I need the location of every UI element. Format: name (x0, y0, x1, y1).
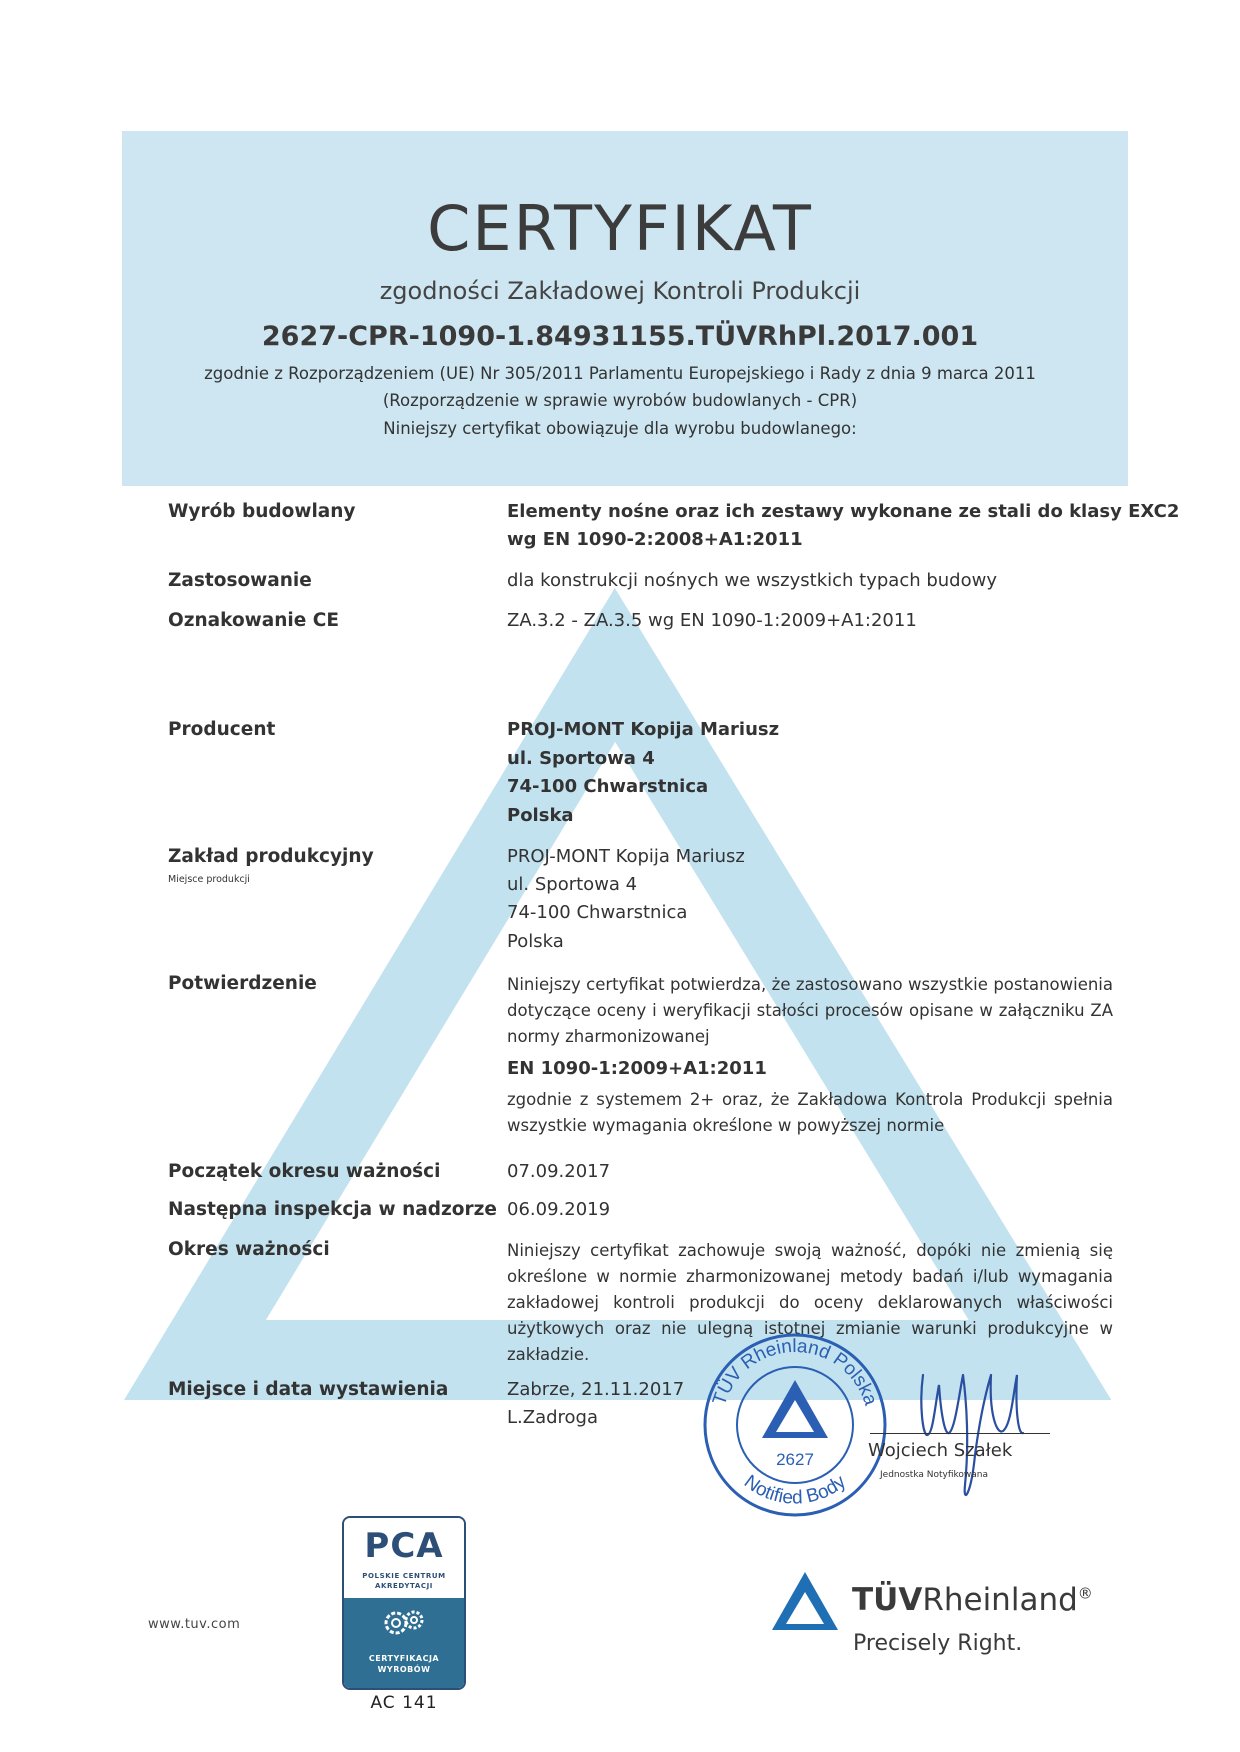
validity-period-label: Okres ważności (168, 1239, 330, 1260)
confirmation-label: Potwierdzenie (168, 973, 317, 994)
plant-line: 74-100 Chwarstnica (507, 902, 688, 923)
signer-name: Wojciech Szałek (868, 1440, 1013, 1461)
gears-icon (380, 1606, 428, 1640)
certificate-title: CERTYFIKAT (427, 192, 813, 265)
producer-line: 74-100 Chwarstnica (507, 776, 709, 797)
pca-certification-text: CERTYFIKACJA (368, 1654, 440, 1663)
stamp-bottom-text: Notified Body (740, 1471, 850, 1509)
notified-body-stamp (700, 1330, 890, 1520)
next-inspection-value: 06.09.2019 (507, 1199, 611, 1220)
ce-marking-value: ZA.3.2 - ZA.3.5 wg EN 1090-1:2009+A1:2011 (507, 610, 917, 631)
confirmation-text: Niniejszy certyfikat potwierdza, że zastosowano wszystkie postanowienia dotyczące oceny i weryfikacji stałości procesów opisane w załączniku ZA normy zharmonizowanej (507, 975, 1113, 1046)
confirmation-text: zgodnie z systemem 2+ oraz, że Zakładowa Kontrola Produkcji spełnia wszystkie wymagania określone w powyższej normie (507, 1090, 1113, 1135)
validity-start-label: Początek okresu ważności (168, 1161, 441, 1182)
issue-person: L.Zadroga (507, 1407, 599, 1428)
tuv-rheinland-brand (852, 1582, 1093, 1618)
tuv-triangle-icon (770, 1570, 840, 1634)
stamp-top-text: TÜV Rheinland Polska (709, 1335, 881, 1408)
issue-label: Miejsce i data wystawienia (168, 1379, 449, 1400)
product-label: Wyrób budowlany (168, 501, 356, 522)
next-inspection-label: Następna inspekcja w nadzorze (168, 1199, 497, 1220)
website-link[interactable]: www.tuv.com (148, 1617, 241, 1632)
certificate-subtitle: zgodności Zakładowej Kontroli Produkcji (379, 277, 861, 305)
handwritten-signature (905, 1335, 1085, 1515)
brand-slogan: Precisely Right. (853, 1631, 1023, 1656)
producer-label: Producent (168, 719, 276, 740)
brand-bold: TÜV (852, 1582, 923, 1618)
plant-line: PROJ-MONT Kopija Mariusz (507, 846, 745, 867)
plant-line: ul. Sportowa 4 (507, 874, 638, 895)
regulation-line: Niniejszy certyfikat obowiązuje dla wyrobu budowlanego: (383, 419, 857, 438)
issue-place-date: Zabrze, 21.11.2017 (507, 1379, 685, 1400)
regulation-line: zgodnie z Rozporządzeniem (UE) Nr 305/2011 Parlamentu Europejskiego i Rady z dnia 9 marca 2011 (204, 364, 1036, 383)
ce-marking-label: Oznakowanie CE (168, 610, 339, 631)
pca-logo-bottom (344, 1598, 464, 1688)
pca-certification-text: WYROBÓW (377, 1665, 431, 1674)
signer-role: Jednostka Notyfikowana (880, 1470, 989, 1480)
accreditation-code: AC 141 (370, 1693, 438, 1713)
certificate-number: 2627-CPR-1090-1.84931155.TÜVRhPl.2017.001 (261, 321, 979, 352)
pca-accreditation-logo (342, 1516, 466, 1690)
producer-line: PROJ-MONT Kopija Mariusz (507, 719, 780, 740)
plant-line: Polska (507, 931, 564, 952)
plant-label: Zakład produkcyjny (168, 846, 374, 867)
plant-sublabel: Miejsce produkcji (168, 874, 250, 885)
registered-mark: ® (1077, 1584, 1093, 1603)
application-label: Zastosowanie (168, 570, 312, 591)
pca-logo-top (344, 1518, 464, 1598)
producer-line: ul. Sportowa 4 (507, 748, 655, 769)
product-value: wg EN 1090-2:2008+A1:2011 (507, 529, 803, 550)
pca-name: POLSKIE CENTRUM (362, 1572, 446, 1580)
pca-name: AKREDYTACJI (375, 1582, 433, 1590)
svg-text:Notified Body (740, 1471, 850, 1509)
stamp-number: 2627 (776, 1450, 814, 1469)
application-value: dla konstrukcji nośnych we wszystkich typach budowy (507, 570, 997, 591)
confirmation-norm: EN 1090-1:2009+A1:2011 (507, 1058, 767, 1079)
product-value: Elementy nośne oraz ich zestawy wykonane ze stali do klasy EXC2 (507, 501, 1180, 522)
producer-line: Polska (507, 805, 574, 826)
validity-period-text: Niniejszy certyfikat zachowuje swoją ważność, dopóki nie zmienią się określone w normie zharmonizowanej metody badań i/lub wymagania zakładowej kontroli produkcji do oceny deklarowanych właściwości użytkowych oraz nie ulegną istotnej zmianie warunki produkcyjne w zakładzie. (507, 1241, 1113, 1364)
brand-regular: Rheinland (922, 1582, 1078, 1618)
validity-start-value: 07.09.2017 (507, 1161, 611, 1182)
regulation-line: (Rozporządzenie w sprawie wyrobów budowlanych - CPR) (382, 391, 858, 410)
signature-line (870, 1433, 1050, 1434)
pca-wordmark: PCA (364, 1526, 444, 1566)
